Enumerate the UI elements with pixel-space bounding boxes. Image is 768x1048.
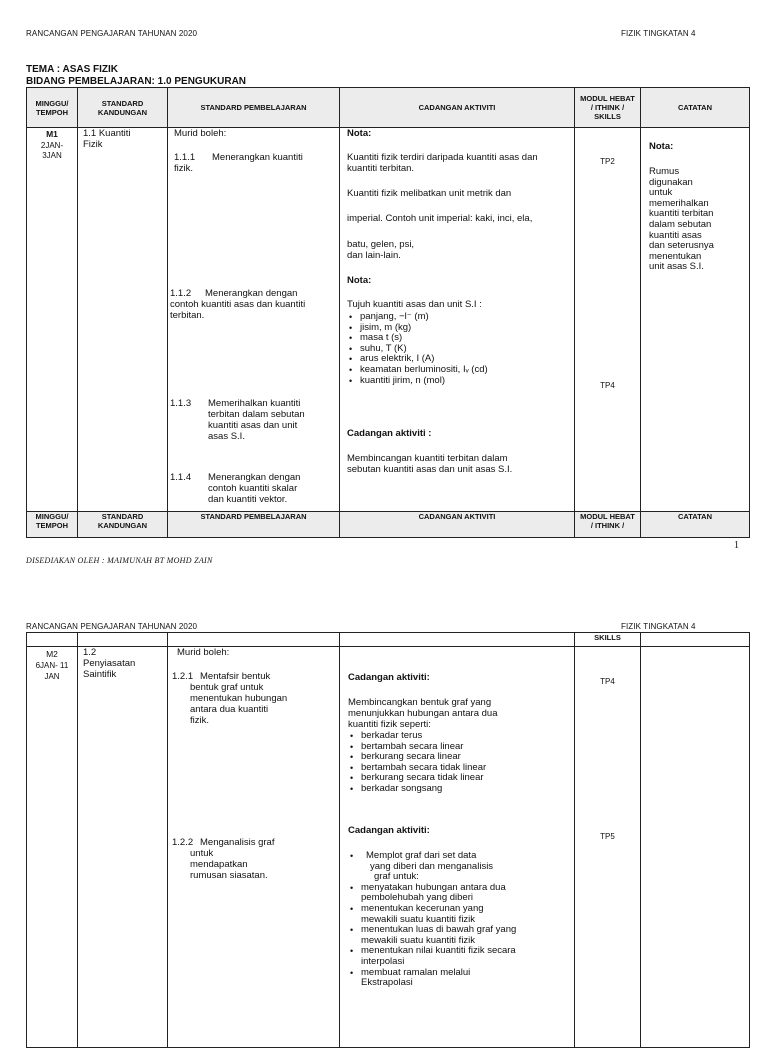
tp-level: TP4	[600, 677, 615, 686]
sp-text: contoh kuantiti asas dan kuantiti	[170, 299, 306, 310]
catatan-line: dalam sebutan	[649, 218, 712, 230]
list-item: • bertambah secara linear	[348, 742, 486, 753]
sp-text: contoh kuantiti skalar	[208, 483, 298, 494]
catatan-line: untuk	[649, 187, 673, 199]
sp-number: 1.1.1	[174, 152, 196, 163]
cell-minggu	[27, 128, 78, 512]
sp-text: Menerangkan dengan	[208, 472, 301, 483]
ca-text: imperial. Contoh unit imperial: kaki, inci, ela,	[347, 213, 533, 224]
cell-cadangan-aktiviti	[340, 647, 575, 1048]
ca-text: Membincangkan bentuk graf yang	[348, 697, 492, 708]
list-item: • berkadar terus	[348, 731, 486, 742]
cell-catatan	[641, 647, 750, 1048]
tema-title: TEMA : ASAS FIZIK	[26, 64, 119, 75]
sp-number: 1.1.3	[170, 398, 192, 409]
col-cadangan-aktiviti: CADANGAN AKTIVITI	[340, 512, 575, 538]
catatan-line: kuantiti asas	[649, 229, 702, 241]
cell-catatan	[641, 128, 750, 512]
list-item: • bertambah secara tidak linear	[348, 763, 486, 774]
col-standard-kandungan: STANDARD KANDUNGAN	[78, 88, 168, 128]
sp-text: fizik.	[174, 163, 193, 174]
col-catatan	[641, 633, 750, 647]
sp-text: kuantiti asas dan unit	[208, 420, 298, 431]
list-item: • panjang, −l⁻ (m)	[347, 312, 488, 323]
sp-text: untuk	[190, 848, 214, 859]
table-header-row	[27, 88, 750, 128]
sp-text: fizik.	[190, 715, 209, 726]
sp-text: antara dua kuantiti	[190, 704, 269, 715]
col-standard-pembelajaran: STANDARD PEMBELAJARAN	[168, 512, 340, 538]
catatan-line: kuantiti terbitan	[649, 208, 714, 220]
catatan-line: memerihalkan	[649, 197, 709, 209]
col-catatan: CATATAN	[641, 512, 750, 538]
page-number: 1	[734, 540, 739, 551]
murid-boleh: Murid boleh:	[174, 128, 227, 139]
murid-boleh: Murid boleh:	[177, 647, 230, 658]
sp-text: Menerangkan kuantiti	[212, 152, 303, 163]
list-item: • arus elektrik, I (A)	[347, 354, 488, 365]
sk-subtitle: Fizik	[83, 139, 103, 150]
list-item: • berkurang secara tidak linear	[348, 773, 486, 784]
sp-number: 1.2.1	[172, 671, 194, 682]
base-quantities-list	[347, 312, 488, 386]
list-item: • Memplot graf dari set data yang diberi dan menganalisis graf untuk:	[348, 851, 516, 883]
sp-text: Mentafsir bentuk	[200, 671, 271, 682]
list-item: • suhu, T (K)	[347, 344, 488, 355]
catatan-line: dan seterusnya	[649, 240, 714, 252]
cell-standard-pembelajaran	[168, 647, 340, 1048]
col-standard-kandungan: STANDARD KANDUNGAN	[78, 512, 168, 538]
week-code: M2	[46, 649, 58, 659]
page2-header-right: FIZIK TINGKATAN 4	[621, 622, 696, 631]
cell-modul	[575, 647, 641, 1048]
catatan-line: menentukan	[649, 250, 702, 262]
page2-header-left: RANCANGAN PENGAJARAN TAHUNAN 2020	[26, 622, 198, 631]
ca-text: sebutan kuantiti asas dan unit asas S.I.	[347, 464, 513, 475]
table-header-row	[27, 633, 750, 647]
ca-text: menunjukkan hubungan antara dua	[348, 708, 498, 719]
col-minggu: MINGGU/ TEMPOH	[27, 88, 78, 128]
sp-text: mendapatkan	[190, 859, 248, 870]
sk-title: 1.1 Kuantiti	[83, 128, 131, 139]
sp-text: dan kuantiti vektor.	[208, 494, 288, 505]
table-row	[27, 128, 750, 512]
list-item: • menentukan luas di bawah graf yang mewakili suatu kuantiti fizik	[348, 925, 516, 946]
week-date-start: 6JAN- 11	[35, 661, 69, 670]
sp-text: asas S.I.	[208, 431, 245, 442]
list-item: • keamatan berluminositi, Iᵥ (cd)	[347, 365, 488, 376]
sp-text: bentuk graf untuk	[190, 682, 264, 693]
col-standard-pembelajaran: STANDARD PEMBELAJARAN	[168, 88, 340, 128]
sp-text: Memerihalkan kuantiti	[208, 398, 301, 409]
page2-plan-table	[26, 632, 750, 1048]
nota-heading: Nota:	[347, 128, 372, 139]
cadangan-heading: Cadangan aktiviti:	[348, 672, 430, 683]
sp-text: terbitan dalam sebutan	[208, 409, 305, 420]
list-item: • jisim, m (kg)	[347, 323, 488, 334]
cadangan-heading: Cadangan aktiviti:	[348, 825, 430, 836]
page1-header-left: RANCANGAN PENGAJARAN TAHUNAN 2020	[26, 29, 198, 38]
ca-text: Membincangan kuantiti terbitan dalam	[347, 453, 508, 464]
tp-level: TP4	[600, 381, 615, 390]
cell-standard-pembelajaran	[168, 128, 340, 512]
list-item: • menentukan nilai kuantiti fizik secara interpolasi	[348, 946, 516, 967]
cadangan-heading: Cadangan aktiviti :	[347, 428, 432, 439]
week-date-end: 3JAN	[42, 151, 62, 160]
cell-modul	[575, 128, 641, 512]
week-date-start: 2JAN-	[40, 141, 64, 150]
ca-text: batu, gelen, psi,	[347, 239, 415, 250]
col-catatan: CATATAN	[641, 88, 750, 128]
sp-text: Menerangkan dengan	[205, 288, 298, 299]
cell-cadangan-aktiviti	[340, 128, 575, 512]
cell-standard-kandungan	[78, 128, 168, 512]
list-item: • masa t (s)	[347, 333, 488, 344]
bidang-title: BIDANG PEMBELAJARAN: 1.0 PENGUKURAN	[26, 76, 247, 87]
col-cadangan-aktiviti: CADANGAN AKTIVITI	[340, 88, 575, 128]
catatan-line: unit asas S.I.	[649, 261, 704, 273]
sk-subtitle: Saintifik	[83, 669, 117, 680]
table-row	[27, 647, 750, 1048]
sp-number: 1.1.4	[170, 472, 192, 483]
catatan-line: digunakan	[649, 176, 693, 188]
col-minggu: MINGGU/ TEMPOH	[27, 512, 78, 538]
list-item: • berkadar songsang	[348, 784, 486, 795]
ca-text: dan lain-lain.	[347, 250, 401, 261]
sk-title: Penyiasatan	[83, 658, 136, 669]
col-minggu	[27, 633, 78, 647]
col-modul: SKILLS	[575, 633, 641, 647]
tp-level: TP2	[600, 157, 615, 166]
sp-number: 1.1.2	[170, 288, 192, 299]
ca-text: Kuantiti fizik terdiri daripada kuantiti asas dan	[347, 152, 538, 163]
col-modul: MODUL HEBAT / ITHINK / SKILLS	[575, 88, 641, 128]
ca-text: Tujuh kuantiti asas dan unit S.I :	[347, 299, 482, 310]
ca-text: kuantiti terbitan.	[347, 163, 415, 174]
prepared-by: DISEDIAKAN OLEH : MAIMUNAH BT MOHD ZAIN	[26, 556, 213, 565]
sp-text: terbitan.	[170, 310, 205, 321]
graph-analysis-list	[348, 851, 516, 989]
sp-number: 1.2.2	[172, 837, 194, 848]
ca-text: kuantiti fizik seperti:	[348, 719, 431, 730]
col-standard-pembelajaran	[168, 633, 340, 647]
col-cadangan-aktiviti	[340, 633, 575, 647]
col-standard-kandungan	[78, 633, 168, 647]
list-item: • menentukan kecerunan yang mewakili suatu kuantiti fizik	[348, 904, 516, 925]
catatan-nota: Nota:	[649, 141, 674, 152]
list-item: • berkurang secara linear	[348, 752, 486, 763]
week-date-end: JAN	[44, 672, 60, 681]
table-footer-header-row	[27, 512, 750, 538]
col-modul: MODUL HEBAT / ITHINK /	[575, 512, 641, 538]
list-item: • menyatakan hubungan antara dua pembolehubah yang diberi	[348, 883, 516, 904]
page1-header-right: FIZIK TINGKATAN 4	[621, 29, 696, 38]
catatan-line: Rumus	[649, 166, 680, 177]
ca-text: Kuantiti fizik melibatkan unit metrik dan	[347, 188, 512, 199]
sp-text: menentukan hubungan	[190, 693, 288, 704]
list-item: • membuat ramalan melalui Ekstrapolasi	[348, 968, 516, 989]
cell-minggu	[27, 647, 78, 1048]
nota-heading: Nota:	[347, 275, 372, 286]
cell-standard-kandungan	[78, 647, 168, 1048]
sk-number: 1.2	[83, 647, 97, 658]
list-item: • kuantiti jirim, n (mol)	[347, 376, 488, 387]
graph-shapes-list	[348, 731, 486, 795]
week-code: M1	[46, 129, 58, 139]
catatan-lines	[649, 167, 747, 273]
sp-text: rumusan siasatan.	[190, 870, 268, 881]
tp-level: TP5	[600, 832, 615, 841]
page1-plan-table	[26, 87, 750, 538]
sp-text: Menganalisis graf	[200, 837, 275, 848]
